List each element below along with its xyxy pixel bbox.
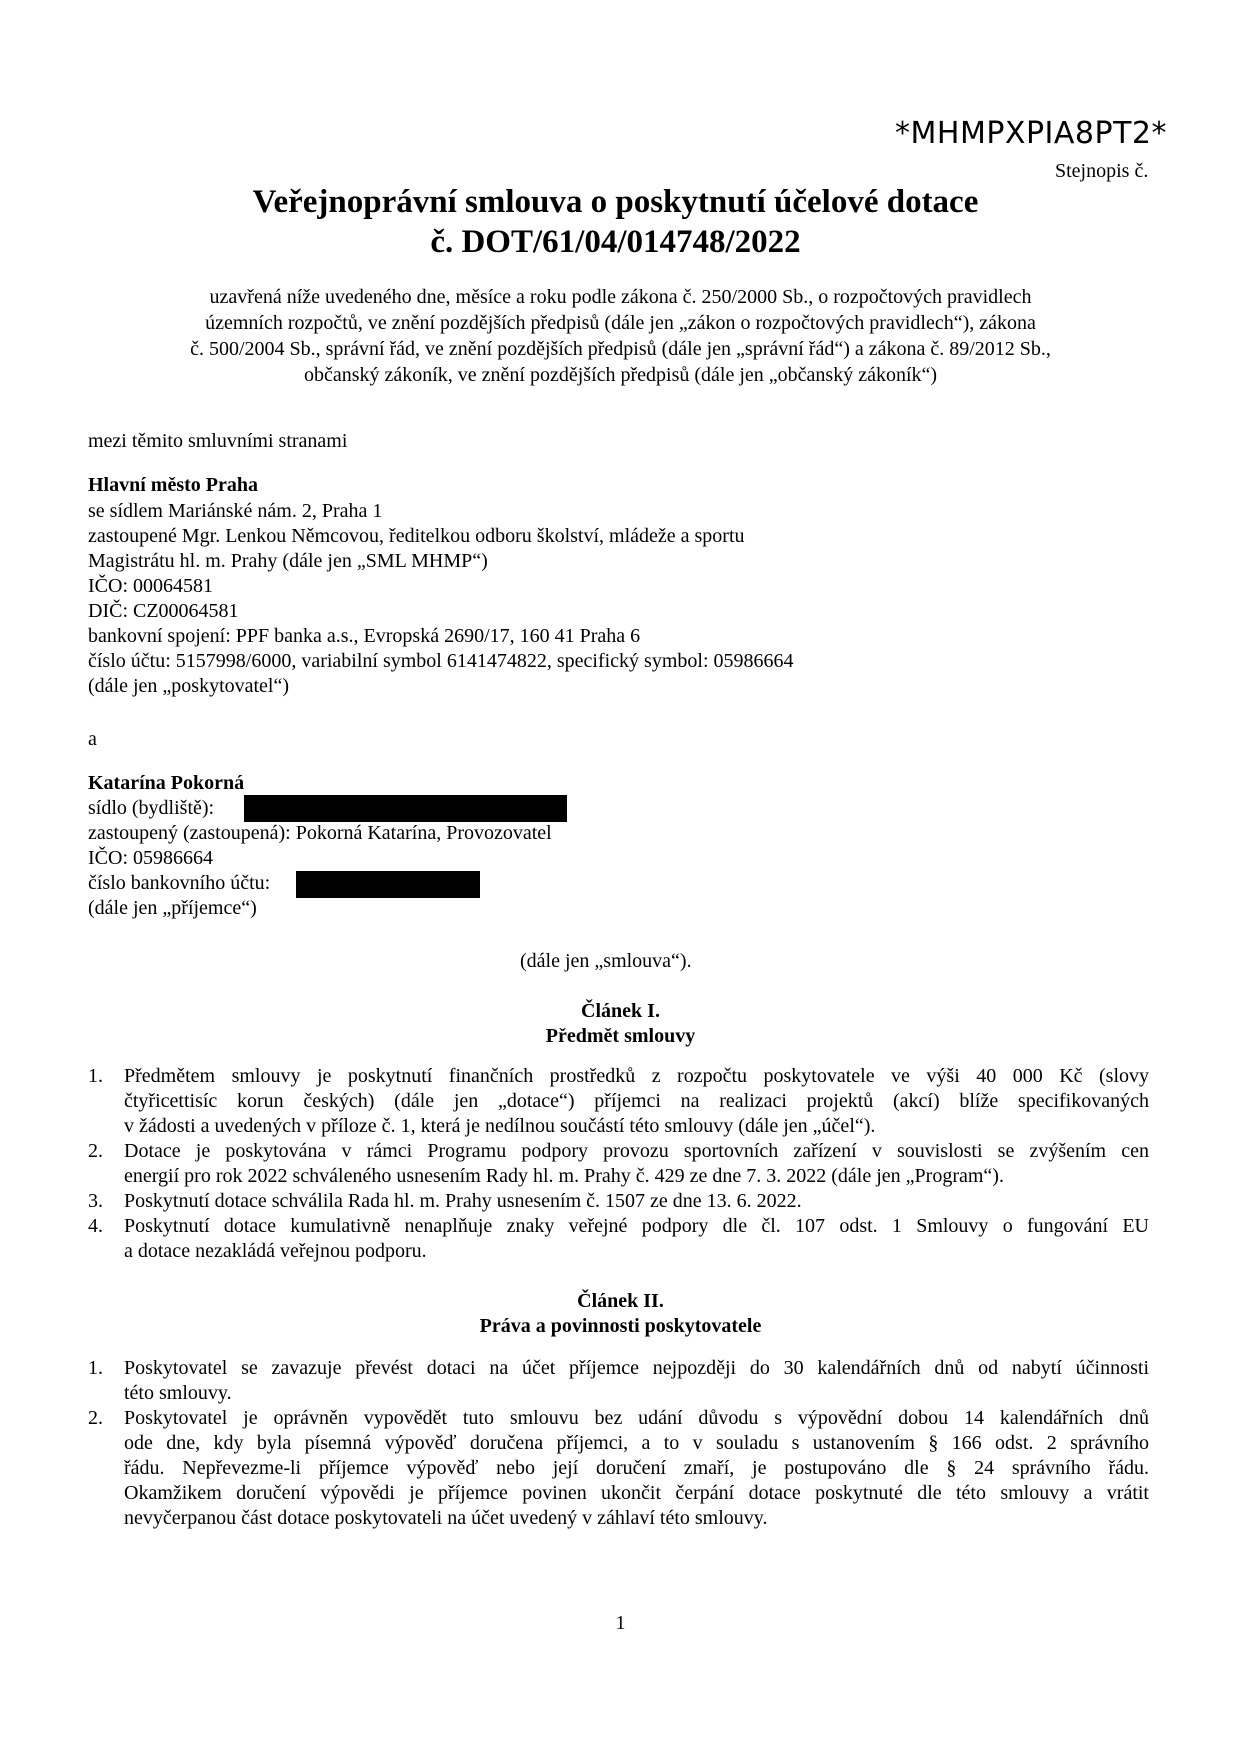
intro-line: č. 500/2004 Sb., správní řád, ve znění pozdějších předpisů (dále jen „správní řád“) a zákona č. 89/2012 Sb., — [190, 338, 1051, 360]
provider-representative: zastoupené Mgr. Lenkou Němcovou, ředitelkou odboru školství, mládeže a sportu — [88, 525, 745, 547]
list-item-number: 4. — [88, 1215, 103, 1237]
intro-line: občanský zákoník, ve znění pozdějších předpisů (dále jen „občanský zákoník“) — [303, 364, 938, 386]
document-barcode-id: *MHMPXPIA8PT2* — [895, 116, 1168, 151]
list-item-number: 2. — [88, 1140, 103, 1162]
page-number: 1 — [615, 1612, 626, 1634]
contract-alias: (dále jen „smlouva“). — [520, 950, 692, 972]
article-2-heading: Práva a povinnosti poskytovatele — [479, 1315, 762, 1337]
list-item-line: Poskytnutí dotace kumulativně nenaplňuje znaky veřejné podpory dle čl. 107 odst. 1 Smlouvy o fungování EU — [124, 1215, 1149, 1237]
list-item-line: a dotace nezakládá veřejnou podporu. — [124, 1240, 427, 1262]
list-item-line: ode dne, kdy byla písemná výpověď doručena příjemci, a to v souladu s ustanovením § 166 odst. 2 správního — [124, 1432, 1149, 1454]
recipient-account-label: číslo bankovního účtu: — [88, 872, 271, 894]
article-1-number: Článek I. — [581, 1000, 660, 1022]
provider-bank: bankovní spojení: PPF banka a.s., Evropská 2690/17, 160 41 Praha 6 — [88, 625, 641, 647]
list-item-line: Poskytnutí dotace schválila Rada hl. m. Prahy usnesením č. 1507 ze dne 13. 6. 2022. — [124, 1190, 802, 1212]
conjunction: a — [88, 728, 97, 750]
list-item-line: Poskytovatel je oprávněn vypovědět tuto smlouvu bez udání důvodu s výpovědní dobou 14 kalendářních dnů — [124, 1407, 1149, 1429]
copy-label: Stejnopis č. — [1055, 160, 1149, 182]
list-item-line: Poskytovatel se zavazuje převést dotaci na účet příjemce nejpozději do 30 kalendářních dnů od nabytí účinnosti — [124, 1357, 1149, 1379]
list-item-line: Předmětem smlouvy je poskytnutí finančních prostředků z rozpočtu poskytovatele ve výši 40 000 Kč (slovy — [124, 1065, 1149, 1087]
provider-alias: (dále jen „poskytovatel“) — [88, 675, 290, 697]
recipient-name: Katarína Pokorná — [88, 772, 245, 794]
provider-seat: se sídlem Mariánské nám. 2, Praha 1 — [88, 500, 383, 522]
recipient-representative: zastoupený (zastoupená): Pokorná Katarína, Provozovatel — [88, 822, 552, 844]
provider-representative-cont: Magistrátu hl. m. Prahy (dále jen „SML MHMP“) — [88, 550, 488, 572]
document-number: č. DOT/61/04/014748/2022 — [430, 224, 801, 260]
redaction-box — [296, 871, 480, 898]
list-item-line: energií pro rok 2022 schváleného usnesením Rady hl. m. Prahy č. 429 ze dne 7. 3. 2022 (dále jen „Program“). — [124, 1165, 1004, 1187]
provider-dic: DIČ: CZ00064581 — [88, 600, 239, 622]
redaction-box — [244, 795, 567, 822]
list-item-line: řádu. Nepřevezme-li příjemce výpověď nebo její doručení zmaří, je postupováno dle § 24 správního řádu. — [124, 1457, 1149, 1479]
provider-ico: IČO: 00064581 — [88, 575, 213, 597]
list-item-number: 3. — [88, 1190, 103, 1212]
provider-account: číslo účtu: 5157998/6000, variabilní symbol 6141474822, specifický symbol: 05986664 — [88, 650, 794, 672]
document-title: Veřejnoprávní smlouva o poskytnutí účelové dotace — [252, 184, 979, 220]
list-item-line: této smlouvy. — [124, 1382, 232, 1404]
recipient-ico: IČO: 05986664 — [88, 847, 213, 869]
article-2-number: Článek II. — [577, 1290, 664, 1312]
list-item-line: nevyčerpanou část dotace poskytovateli na účet uvedený v záhlaví této smlouvy. — [124, 1507, 768, 1529]
list-item-line: Okamžikem doručení výpovědi je příjemce povinen ukončit čerpání dotace poskytnuté dle této smlouvy a vrátit — [124, 1482, 1149, 1504]
article-1-heading: Předmět smlouvy — [545, 1025, 696, 1047]
parties-intro: mezi těmito smluvními stranami — [88, 430, 348, 452]
provider-name: Hlavní město Praha — [88, 474, 258, 496]
recipient-seat-label: sídlo (bydliště): — [88, 797, 215, 819]
list-item-line: čtyřicettisíc korun českých) (dále jen „dotace“) příjemci na realizaci projektů (akcí) blíže specifikovaných — [124, 1090, 1149, 1112]
list-item-number: 1. — [88, 1065, 103, 1087]
recipient-alias: (dále jen „příjemce“) — [88, 897, 257, 919]
list-item-line: Dotace je poskytována v rámci Programu podpory provozu sportovních zařízení v souvislosti se zvýšením cen — [124, 1140, 1149, 1162]
intro-line: územních rozpočtů, ve znění pozdějších předpisů (dále jen „zákon o rozpočtových pravidlech“), zákona — [205, 312, 1036, 334]
list-item-line: v žádosti a uvedených v příloze č. 1, která je nedílnou součástí této smlouvy (dále jen „účel“). — [124, 1115, 876, 1137]
intro-line: uzavřená níže uvedeného dne, měsíce a roku podle zákona č. 250/2000 Sb., o rozpočtových pravidlech — [209, 286, 1032, 308]
list-item-number: 1. — [88, 1357, 103, 1379]
list-item-number: 2. — [88, 1407, 103, 1429]
